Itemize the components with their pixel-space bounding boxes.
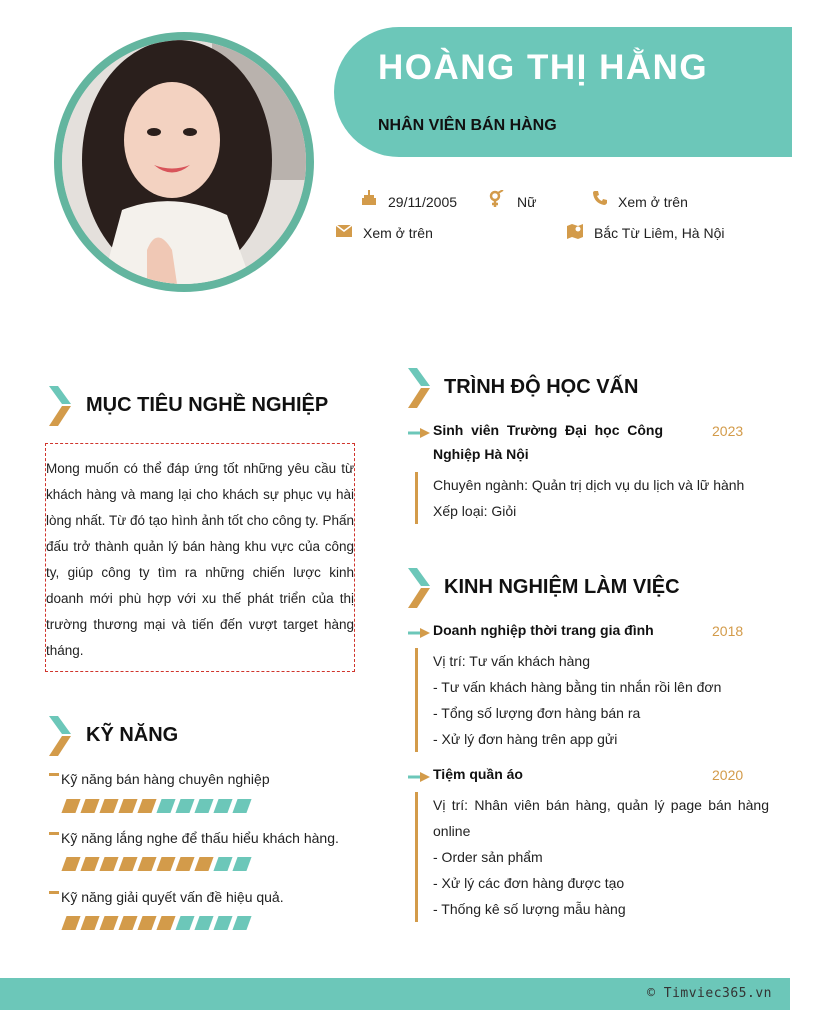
skill-segment-empty xyxy=(175,916,194,930)
entry-timeline xyxy=(415,792,418,922)
skill-segment-filled xyxy=(99,916,118,930)
header-banner xyxy=(334,27,792,157)
entry-line: - Xử lý đơn hàng trên app gửi xyxy=(433,731,618,747)
gender: Nữ xyxy=(517,194,537,210)
skill-label: Kỹ năng bán hàng chuyên nghiệp xyxy=(61,771,270,787)
experience-entry-title: Tiệm quần áo xyxy=(433,766,523,782)
birthday: 29/11/2005 xyxy=(388,194,458,210)
skill-marker xyxy=(49,891,59,894)
skill-segment-empty xyxy=(213,799,232,813)
skill-segment-filled xyxy=(118,857,137,871)
skill-segment-empty xyxy=(232,916,251,930)
skill-segment-filled xyxy=(80,916,99,930)
phone-icon xyxy=(592,190,608,211)
chevron-icon xyxy=(406,366,432,410)
skill-segment-empty xyxy=(156,799,175,813)
skill-segment-empty xyxy=(213,916,232,930)
experience-entry-year: 2020 xyxy=(712,767,744,783)
entry-timeline xyxy=(415,472,418,524)
skill-segment-filled xyxy=(99,857,118,871)
gender-icon xyxy=(488,190,504,213)
skill-segment-filled xyxy=(118,916,137,930)
skill-segment-filled xyxy=(137,857,156,871)
skill-segment-empty xyxy=(213,857,232,871)
candidate-name: HOÀNG THỊ HẰNG xyxy=(378,48,709,87)
skill-segment-filled xyxy=(80,799,99,813)
skill-segment-empty xyxy=(232,799,251,813)
portrait-illustration xyxy=(62,40,306,284)
education-entry-title: Sinh viên Trường Đại học Công Nghiệp Hà Nội xyxy=(433,422,663,462)
chevron-icon xyxy=(406,566,432,610)
arrow-icon xyxy=(408,769,430,779)
entry-line: - Tổng số lượng đơn hàng bán ra xyxy=(433,705,641,721)
skill-segment-filled xyxy=(175,857,194,871)
experience-entry-title: Doanh nghiệp thời trang gia đình xyxy=(433,622,654,638)
skill-marker xyxy=(49,832,59,835)
entry-line: Vị trí: Nhân viên bán hàng, quản lý page bán hàng online xyxy=(433,797,769,839)
skill-segment-filled xyxy=(137,916,156,930)
entry-line: Xếp loại: Giỏi xyxy=(433,503,517,519)
arrow-icon xyxy=(408,625,430,635)
skill-segment-filled xyxy=(194,857,213,871)
skills-title: KỸ NĂNG xyxy=(86,724,179,746)
entry-line: Vị trí: Tư vấn khách hàng xyxy=(433,653,590,669)
skill-segment-filled xyxy=(80,857,99,871)
skill-segment-filled xyxy=(61,799,80,813)
footer-bar xyxy=(0,978,790,1010)
objective-text: Mong muốn có thể đáp ứng tốt những yêu cầu từ khách hàng và mang lại cho khách sự phục vụ hài lòng nhất. Từ đó tạo hình ảnh tốt cho công ty. Phấn đấu trở thành quản lý bán hàng khu vực của công ty, giúp công ty tìm ra những chiến lược kinh doanh mới phù hợp với xu thế phát triển của thị trường thương mại và tiến đến vượt target hàng tháng. xyxy=(46,461,354,658)
chevron-icon xyxy=(47,714,73,758)
skill-segment-filled xyxy=(156,916,175,930)
email: Xem ở trên xyxy=(363,225,433,241)
skill-segment-filled xyxy=(61,857,80,871)
experience-entry-year: 2018 xyxy=(712,623,744,639)
objective-title: MỤC TIÊU NGHỀ NGHIỆP xyxy=(86,394,329,416)
skill-segment-filled xyxy=(156,857,175,871)
cake-icon xyxy=(360,189,378,212)
entry-line: - Xử lý các đơn hàng được tạo xyxy=(433,875,625,891)
skill-segment-filled xyxy=(99,799,118,813)
skill-segment-filled xyxy=(137,799,156,813)
skill-segment-empty xyxy=(194,799,213,813)
entry-line: - Tư vấn khách hàng bằng tin nhắn rồi lên đơn xyxy=(433,679,722,695)
skill-segment-filled xyxy=(118,799,137,813)
entry-line: Chuyên ngành: Quản trị dịch vụ du lịch và lữ hành xyxy=(433,477,745,493)
experience-title: KINH NGHIỆM LÀM VIỆC xyxy=(444,576,680,598)
skill-segment-filled xyxy=(61,916,80,930)
skill-label: Kỹ năng giải quyết vấn đề hiệu quả. xyxy=(61,889,284,905)
chevron-icon xyxy=(47,384,73,428)
map-icon xyxy=(566,222,584,245)
phone: Xem ở trên xyxy=(618,194,688,210)
mail-icon xyxy=(336,224,352,242)
entry-line: - Thống kê số lượng mẫu hàng xyxy=(433,901,626,917)
job-title: NHÂN VIÊN BÁN HÀNG xyxy=(378,117,557,134)
education-title: TRÌNH ĐỘ HỌC VẤN xyxy=(444,376,639,398)
skill-segment-empty xyxy=(194,916,213,930)
entry-line: - Order sản phẩm xyxy=(433,849,543,865)
skill-segment-empty xyxy=(175,799,194,813)
footer-copyright: © Timviec365.vn xyxy=(647,986,772,1001)
arrow-icon xyxy=(408,425,430,435)
skill-label: Kỹ năng lắng nghe để thấu hiểu khách hàng. xyxy=(61,830,339,846)
address: Bắc Từ Liêm, Hà Nội xyxy=(594,225,725,241)
skill-segment-empty xyxy=(232,857,251,871)
skill-marker xyxy=(49,773,59,776)
entry-timeline xyxy=(415,648,418,752)
education-entry-year: 2023 xyxy=(712,423,744,439)
profile-photo xyxy=(54,32,314,292)
